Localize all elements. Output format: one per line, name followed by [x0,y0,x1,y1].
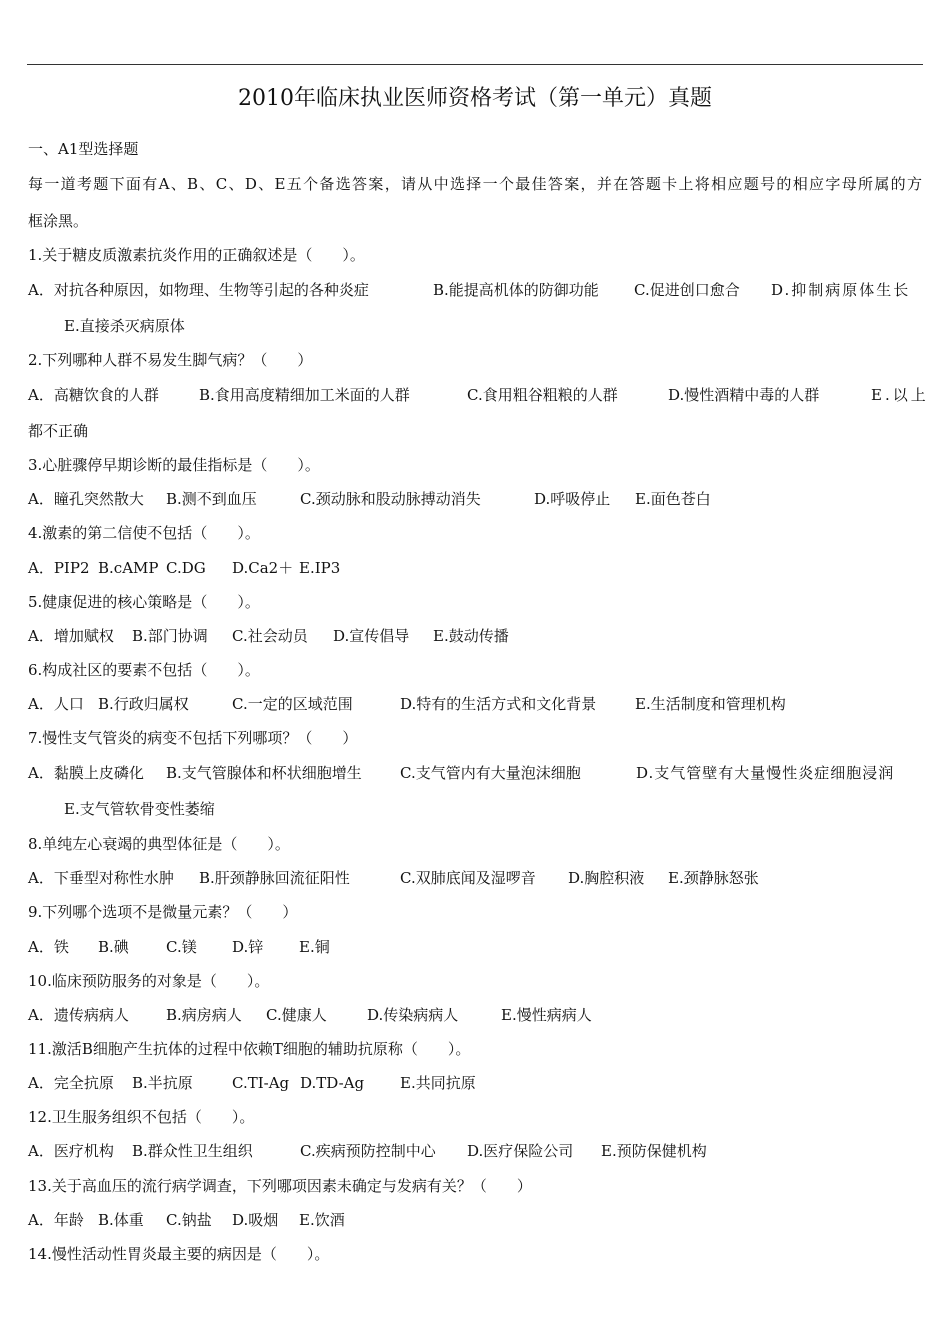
option-a: A．高糖饮食的人群 [28,386,159,404]
option-b: B.肝颈静脉回流征阳性 [199,869,350,887]
option-c: C.双肺底闻及湿啰音 [400,869,536,887]
option-b: B.半抗原 [132,1074,193,1092]
option-b: B.体重 [98,1211,144,1229]
option-d: D.慢性酒精中毒的人群 [668,386,820,404]
question-11-stem: 11.激活B细胞产生抗体的过程中依赖T细胞的辅助抗原称（ ）。 [28,1040,471,1058]
option-d: D.特有的生活方式和文化背景 [400,695,597,713]
question-3-stem: 3.心脏骤停早期诊断的最佳指标是（ ）。 [28,456,320,474]
option-c: C.疾病预防控制中心 [300,1142,436,1160]
question-5-stem: 5.健康促进的核心策略是（ ）。 [28,593,260,611]
option-b: B.能提高机体的防御功能 [433,281,599,299]
page-title: 2010年临床执业医师资格考试（第一单元）真题 [238,86,712,111]
question-12-stem: 12.卫生服务组织不包括（ ）。 [28,1108,255,1126]
option-a: A．黏膜上皮磷化 [28,764,144,782]
option-c: C.社会动员 [232,627,308,645]
section-heading: 一、A1型选择题 [28,140,139,158]
option-e: E.鼓动传播 [433,627,509,645]
instruction-line-1 [28,174,922,194]
option-a: A．对抗各种原因，如物理、生物等引起的各种炎症 [28,281,369,299]
option-a: A．医疗机构 [28,1142,114,1160]
option-e: E.颈静脉怒张 [668,869,759,887]
header-rule [27,64,923,65]
option-b: B.支气管腺体和杯状细胞增生 [166,764,362,782]
option-b: B.cAMP [98,559,159,577]
option-c: C.一定的区域范围 [232,695,353,713]
option-a: A．PIP2 [28,559,90,577]
option-e: E.慢性病病人 [501,1006,592,1024]
option-d: D.TD-Ag [300,1074,365,1092]
question-4-stem: 4.激素的第二信使不包括（ ）。 [28,524,260,542]
option-a: A．完全抗原 [28,1074,114,1092]
option-a: A．下垂型对称性水肿 [28,869,174,887]
option-a: A．瞳孔突然散大 [28,490,144,508]
option-e: E.面色苍白 [635,490,711,508]
instruction-text: 每一道考题下面有A、B、C、D、E五个备选答案，请从中选择一个最佳答案，并在答题卡上将相应题号的相应字母所属的方 [28,175,922,193]
instruction-line-2: 框涂黑。 [28,212,89,230]
option-e: E.铜 [299,938,330,956]
option-a: A．增加赋权 [28,627,114,645]
question-7-option-e: E.支气管软骨变性萎缩 [64,800,215,818]
question-6-stem: 6.构成社区的要素不包括（ ）。 [28,661,260,679]
option-e: E.饮酒 [299,1211,345,1229]
question-10-stem: 10.临床预防服务的对象是（ ）。 [28,972,270,990]
option-e: E.IP3 [299,559,341,577]
option-d: D.Ca2＋ [232,559,294,577]
question-2-option-e-continued: 都不正确 [28,422,89,440]
question-9-stem: 9.下列哪个选项不是微量元素？（ ） [28,903,298,921]
option-c: C.镁 [166,938,197,956]
question-2-stem: 2.下列哪种人群不易发生脚气病？（ ） [28,351,313,369]
option-c: C.促进创口愈合 [634,281,740,299]
option-b: B.行政归属权 [98,695,189,713]
option-c: C.颈动脉和股动脉搏动消失 [300,490,481,508]
option-a: A．铁 [28,938,69,956]
option-a: A．人口 [28,695,84,713]
option-b: B.碘 [98,938,129,956]
option-d: D.胸腔积液 [568,869,645,887]
option-d: D.抑制病原体生长 [771,281,911,299]
question-7-stem: 7.慢性支气管炎的病变不包括下列哪项？（ ） [28,729,358,747]
option-a: A．年龄 [28,1211,84,1229]
option-d: D.传染病病人 [367,1006,459,1024]
option-d: D.宣传倡导 [333,627,410,645]
question-13-stem: 13.关于高血压的流行病学调查，下列哪项因素未确定与发病有关？（ ） [28,1177,532,1195]
option-c: C.健康人 [266,1006,327,1024]
option-d: D.支气管壁有大量慢性炎症细胞浸润 [636,764,895,782]
option-c: C.支气管内有大量泡沫细胞 [400,764,581,782]
option-b: B.食用高度精细加工米面的人群 [199,386,410,404]
option-b: B.群众性卫生组织 [132,1142,253,1160]
question-1-option-e: E.直接杀灭病原体 [64,317,185,335]
option-a: A．遗传病病人 [28,1006,129,1024]
option-d: D.吸烟 [232,1211,279,1229]
option-d: D.医疗保险公司 [467,1142,574,1160]
option-b: B.部门协调 [132,627,208,645]
question-8-stem: 8.单纯左心衰竭的典型体征是（ ）。 [28,835,290,853]
option-e: E.生活制度和管理机构 [635,695,786,713]
option-b: B.病房病人 [166,1006,242,1024]
option-e: E.以上 [871,386,929,404]
option-c: C.TI-Ag [232,1074,290,1092]
option-c: C.钠盐 [166,1211,212,1229]
question-1-stem: 1.关于糖皮质激素抗炎作用的正确叙述是（ ）。 [28,246,365,264]
option-c: C.食用粗谷粗粮的人群 [467,386,618,404]
option-d: D.锌 [232,938,264,956]
option-d: D.呼吸停止 [534,490,611,508]
option-c: C.DG [166,559,206,577]
option-b: B.测不到血压 [166,490,257,508]
option-e: E.共同抗原 [400,1074,476,1092]
option-e: E.预防保健机构 [601,1142,707,1160]
question-14-stem: 14.慢性活动性胃炎最主要的病因是（ ）。 [28,1245,330,1263]
